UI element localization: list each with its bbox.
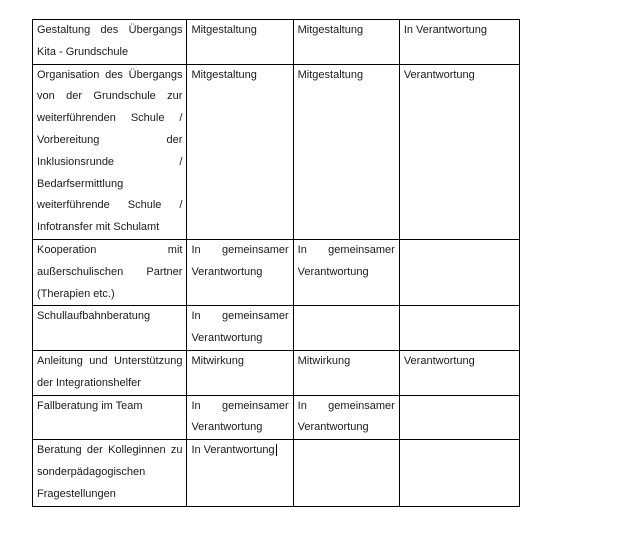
cell-line: Verantwortung: [403, 354, 475, 367]
role-cell: [187, 395, 293, 440]
cell-line: Fragestellungen: [37, 487, 116, 500]
cell-line: Inklusionsrunde /: [37, 155, 183, 168]
text-cursor: [276, 444, 277, 456]
role-cell: [187, 350, 293, 395]
cell-line: Verantwortung: [191, 421, 263, 434]
table-row: [33, 239, 520, 305]
task-cell: [33, 350, 187, 395]
role-cell: [293, 239, 399, 305]
table-row: [33, 395, 520, 440]
empty-cell: [293, 440, 399, 506]
responsibility-table: [32, 19, 520, 507]
cell-line: Verantwortung: [297, 265, 369, 278]
cell-line: (Therapien etc.): [37, 287, 115, 300]
cell-line: Beratung der Kolleginnen zu: [37, 444, 183, 457]
cell-line: In Verantwortung: [403, 24, 487, 36]
cell-line: Schullaufbahnberatung: [37, 310, 151, 323]
cell-line: Mitwirkung: [191, 354, 245, 367]
role-cell: [399, 350, 519, 395]
cell-line: In gemeinsamer: [297, 399, 395, 412]
cell-line: Fallberatung im Team: [37, 399, 143, 412]
role-cell: [187, 239, 293, 305]
role-cell: [293, 20, 399, 65]
cell-line: Mitgestaltung: [191, 68, 257, 81]
cell-line: Verantwortung: [191, 265, 263, 278]
cell-line: In gemeinsamer: [191, 310, 289, 323]
cell-line: Mitgestaltung: [297, 68, 364, 81]
cell-line: Kita - Grundschule: [37, 45, 129, 58]
cell-line: Organisation des Übergangs: [37, 68, 183, 81]
table-row: [33, 306, 520, 351]
cell-line: Vorbereitung der: [37, 133, 183, 146]
empty-cell: [399, 239, 519, 305]
cell-line: Verantwortung: [403, 68, 475, 81]
role-cell: [293, 350, 399, 395]
task-cell: [33, 395, 187, 440]
cell-line: außerschulischen Partner: [37, 265, 183, 278]
cell-line: Anleitung und Unterstützung: [37, 354, 183, 367]
role-cell[interactable]: [187, 440, 293, 506]
empty-cell: [399, 440, 519, 506]
cell-line: sonderpädagogischen: [37, 465, 146, 478]
empty-cell: [293, 306, 399, 351]
empty-cell: [399, 395, 519, 440]
cell-text: In Verantwortung: [191, 444, 275, 457]
role-cell: [187, 64, 293, 239]
role-cell: [399, 64, 519, 239]
empty-cell: [399, 306, 519, 351]
cell-line-with-cursor[interactable]: [191, 440, 288, 462]
cell-line: In gemeinsamer: [297, 243, 395, 256]
cell-line: der Integrationshelfer: [37, 376, 141, 389]
cell-line: Bedarfsermittlung: [37, 177, 124, 190]
table-row: [33, 20, 520, 65]
task-cell: [33, 306, 187, 351]
cell-line: von der Grundschule zur: [37, 90, 183, 103]
task-cell: [33, 64, 187, 239]
table-row: [33, 440, 520, 506]
cell-line: Gestaltung des Übergangs: [37, 24, 183, 36]
cell-line: Mitgestaltung: [191, 24, 257, 36]
cell-line: weiterführenden Schule /: [37, 112, 183, 125]
cell-line: Kooperation mit: [37, 243, 183, 256]
cell-line: weiterführende Schule /: [37, 199, 183, 212]
table-row: [33, 350, 520, 395]
role-cell: [293, 395, 399, 440]
cell-line: In gemeinsamer: [191, 399, 289, 412]
role-cell: [187, 306, 293, 351]
cell-line: In gemeinsamer: [191, 243, 289, 256]
table-body: [33, 20, 520, 507]
role-cell: [293, 64, 399, 239]
task-cell: [33, 20, 187, 65]
role-cell: [187, 20, 293, 65]
role-cell: [399, 20, 519, 65]
table-row: [33, 64, 520, 239]
task-cell: [33, 440, 187, 506]
cell-line: Mitgestaltung: [297, 24, 364, 36]
cell-line: Verantwortung: [191, 332, 263, 345]
task-cell: [33, 239, 187, 305]
cell-line: Infotransfer mit Schulamt: [37, 221, 160, 234]
cell-line: Mitwirkung: [297, 354, 351, 367]
cell-line: Verantwortung: [297, 421, 369, 434]
